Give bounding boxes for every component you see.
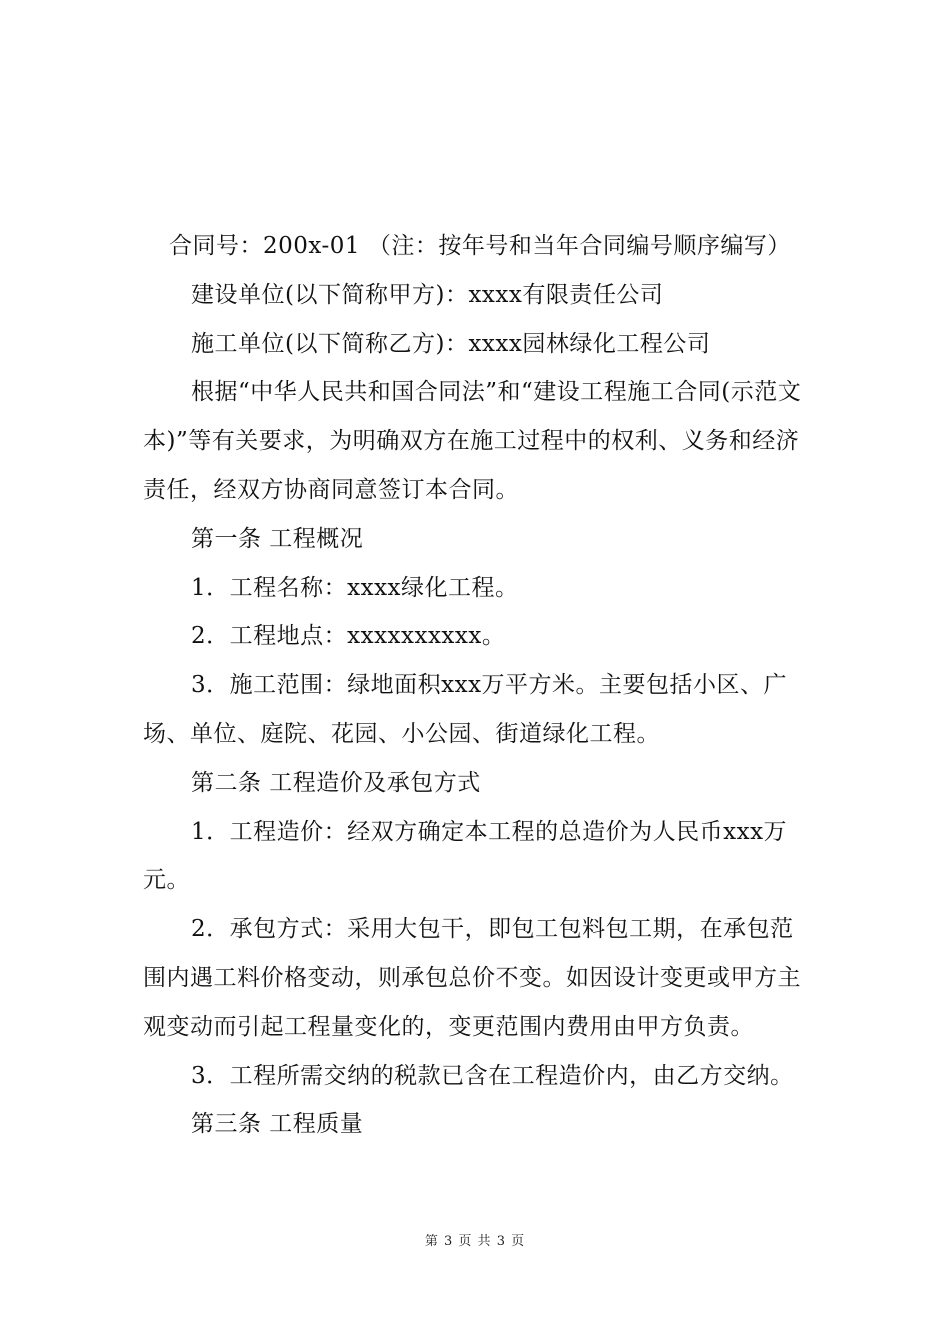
article-2-item-1: 1．工程造价：经双方确定本工程的总造价为人民币xxx万元。	[143, 818, 788, 894]
article-1-heading: 第一条 工程概况	[191, 525, 364, 552]
page-number-footer: 第 3 页 共 3 页	[424, 1234, 526, 1249]
article-1-item-2: 2．工程地点：xxxxxxxxxx。	[191, 623, 506, 650]
preamble-paragraph: 根据“中华人民共和国合同法”和“建设工程施工合同(示范文本)”等有关要求，为明确双方在施工过程中的权利、义务和经济责任，经双方协商同意签订本合同。	[143, 379, 802, 503]
article-2-heading: 第二条 工程造价及承包方式	[191, 769, 481, 796]
article-2-item-3: 3．工程所需交纳的税款已含在工程造价内，由乙方交纳。	[191, 1062, 794, 1089]
party-a-line: 建设单位(以下简称甲方)：xxxx有限责任公司	[191, 281, 664, 308]
article-1-item-1: 1．工程名称：xxxx绿化工程。	[191, 574, 519, 601]
party-b-line: 施工单位(以下简称乙方)：xxxx园林绿化工程公司	[191, 330, 711, 357]
article-2-item-2: 2．承包方式：采用大包干，即包工包料包工期，在承包范围内遇工料价格变动，则承包总价不变。如因设计变更或甲方主观变动而引起工程量变化的，变更范围内费用由甲方负责。	[143, 916, 801, 1040]
article-3-heading: 第三条 工程质量	[191, 1111, 364, 1138]
article-1-item-3: 3．施工范围：绿地面积xxx万平方米。主要包括小区、广场、单位、庭院、花园、小公园、街道绿化工程。	[143, 672, 788, 747]
document-body	[143, 222, 807, 1149]
contract-number-line: 合同号：200x-01 （注：按年号和当年合同编号顺序编写）	[169, 233, 791, 259]
